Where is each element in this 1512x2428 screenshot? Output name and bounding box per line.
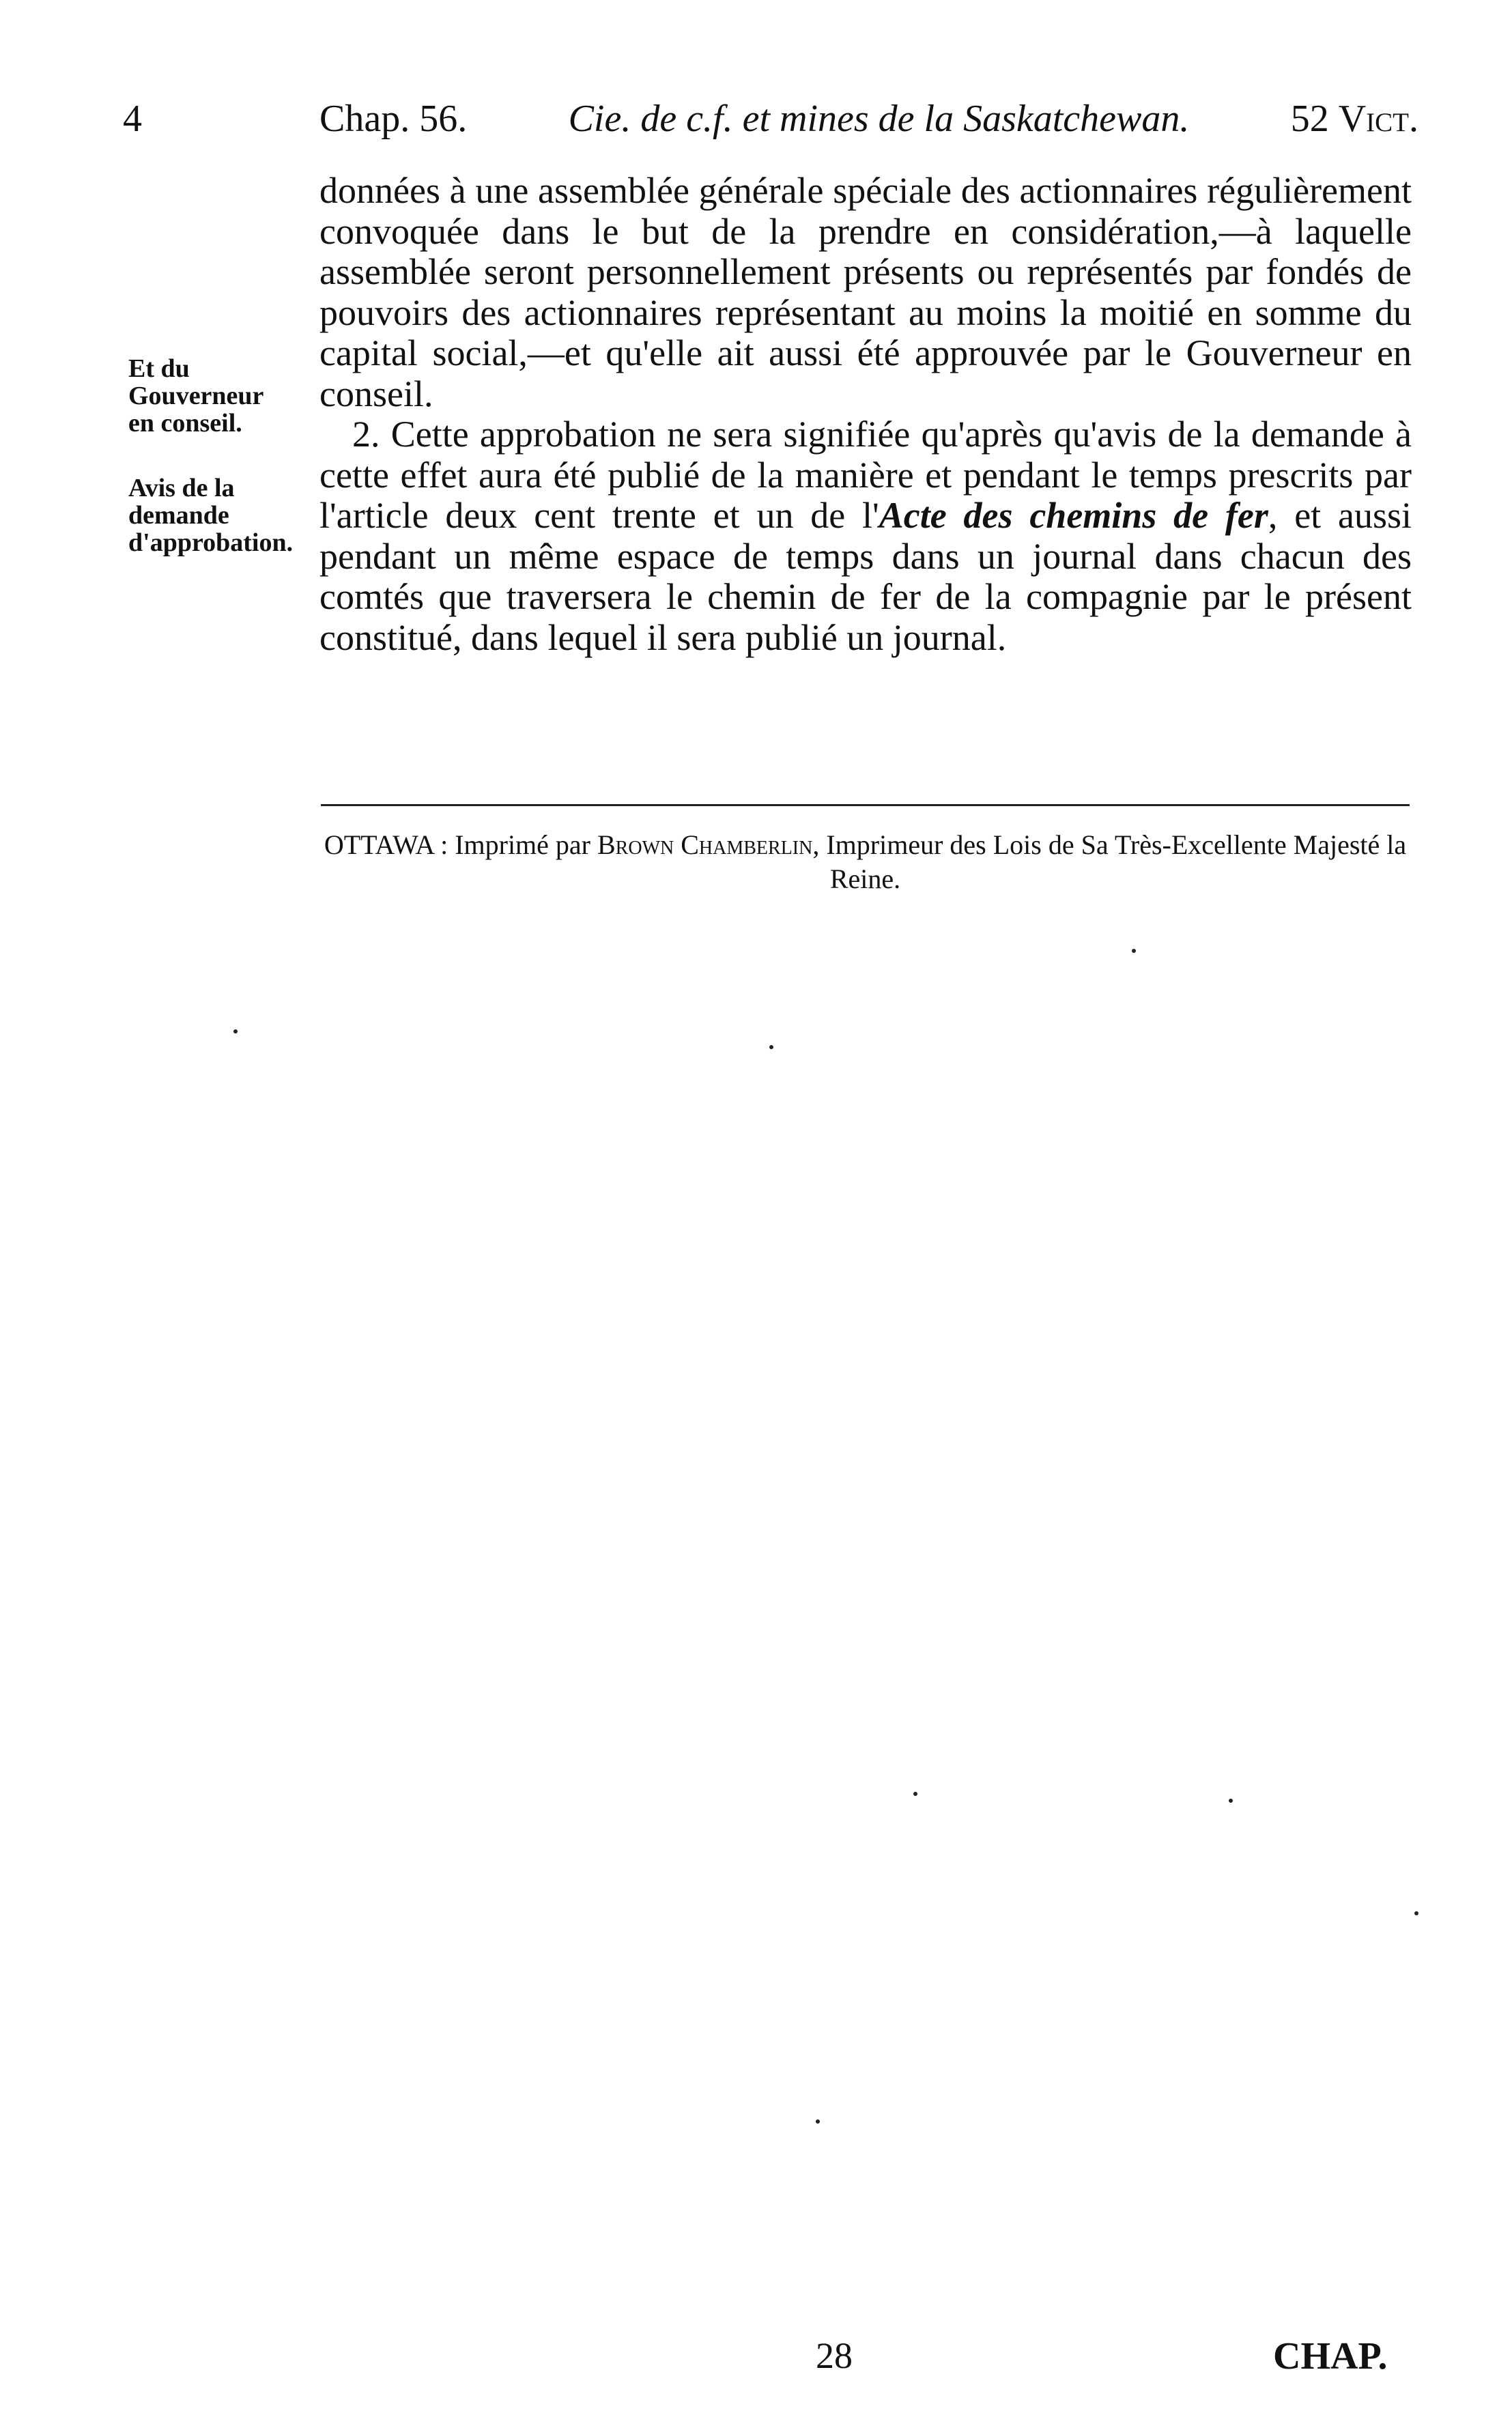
separator-rule <box>321 804 1410 806</box>
ink-speck <box>1229 1799 1233 1803</box>
ink-speck <box>1132 949 1136 953</box>
regnal-number: 52 <box>1290 98 1329 140</box>
printer-imprint <box>321 828 1410 896</box>
running-header <box>319 97 1418 141</box>
page-number: 4 <box>123 98 142 140</box>
imprint-prefix: OTTAWA : Imprimé par <box>324 829 590 860</box>
regnal-abbrev: Vict. <box>1338 98 1418 140</box>
ink-speck <box>233 1029 238 1033</box>
regnal-year <box>1291 97 1418 141</box>
printer-name: Brown Chamberlin <box>597 829 813 860</box>
paragraph-2 <box>319 414 1412 658</box>
ink-speck <box>816 2119 820 2124</box>
margin-note-notice: Avis de la demande d'approbation. <box>128 474 294 557</box>
act-title: Cie. de c.f. et mines de la Saskatchewan. <box>568 98 1190 140</box>
catchword: CHAP. <box>1273 2335 1388 2377</box>
paragraph-2-text-b: , et aussi pendant un même espace de temps dans un journal dans chacun des comtés que traversera le chemin de fer de la compagnie par le présent constitué, dans lequel il sera publié un journal. <box>319 495 1412 658</box>
act-reference: Acte des chemins de fer <box>879 495 1268 536</box>
ink-speck <box>1414 1911 1418 1915</box>
chapter-number: Chap. 56. <box>319 98 468 140</box>
paragraph-2-text-a: 2. Cette approbation ne sera signifiée qu'après qu'avis de la demande à cette effet aura été publié de la manière et pendant le temps prescrits par l'article deux cent trente et un de l' <box>319 414 1412 536</box>
body-text <box>319 171 1412 658</box>
paragraph-1: données à une assemblée générale spéciale des actionnaires régulièrement convoquée dans le but de la prendre en considération,—à laquelle assemblée seront personnellement présents ou représentés par fondés de pouvoirs des actionnaires représentant au moins la moitié en somme du capital social,—et qu'elle ait aussi été approuvée par le Gouverneur en conseil. <box>319 170 1412 414</box>
ink-speck <box>769 1045 773 1049</box>
margin-note-governor: Et du Gouverneur en conseil. <box>128 354 263 438</box>
ink-speck <box>913 1792 917 1796</box>
signature-mark: 28 <box>816 2335 853 2376</box>
imprint-suffix: , Imprimeur des Lois de Sa Très-Excellente Majesté la Reine. <box>812 829 1407 894</box>
